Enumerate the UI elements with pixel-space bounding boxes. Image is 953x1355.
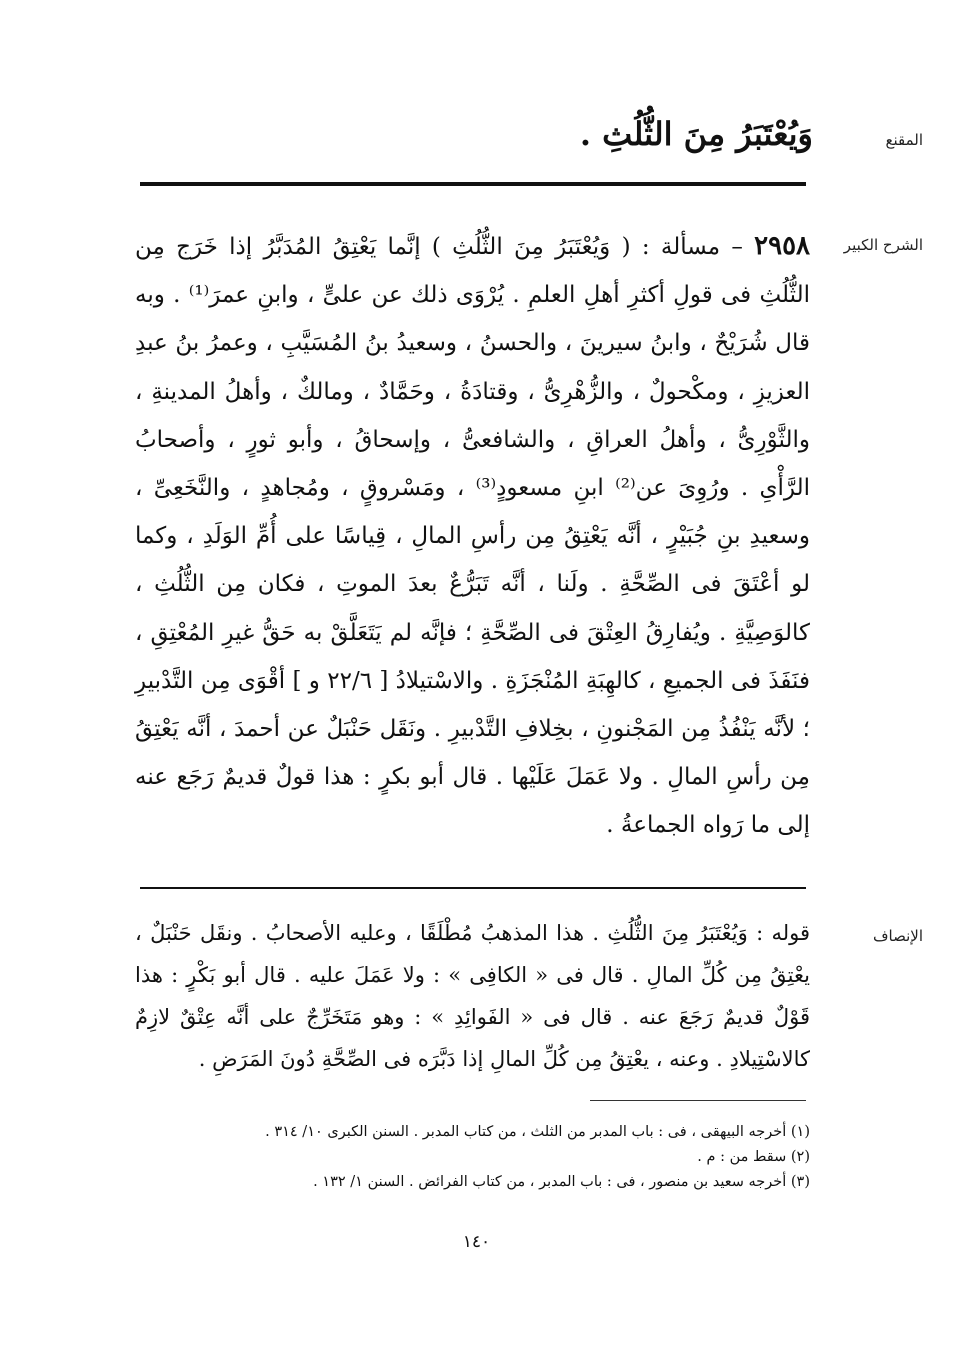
issue-number: ٢٩٥٨: [754, 231, 810, 261]
section-divider-thin: [140, 887, 806, 889]
footnotes: [135, 1120, 810, 1200]
footnote-divider: [590, 1100, 806, 1101]
footnote-1: (١) أخرجه البيهقى ، فى : باب المدبر من الثلث ، من كتاب المدبر . السنن الكبرى ١٠/ ٣١٤ .: [265, 1124, 810, 1140]
muqni-label: المقنع: [885, 131, 923, 149]
sharh-label: الشرح الكبير: [843, 236, 923, 254]
page-number: ١٤٠: [462, 1232, 491, 1252]
muqni-text: وَيُعْتَبَرُ مِنَ الثُّلُثِ .: [579, 115, 813, 153]
insaf-text: قوله : وَيُعْتَبَرُ مِنَ الثُّلُثِ . هذا المذهبُ مُطْلَقًا ، وعليه الأصحابُ . ونقَل حَنْبَلٌ ، يعْتِقُ مِن كُلِّ المالِ . قال فى « الكافِى » : ولا عَمَلَ عليه . قال أبو بَكْرٍ : هذا قَوْلٌ قديمٌ رَجَعَ عنه . قال فى « الفَوائِدِ » : وهو مَتَخَرِّجٌ على أنَّه عِتْقٌ لازِمٌ كالاسْتِيلادِ . وعنه ، يعْتِقُ مِن كُلِّ المالِ إذا دَبَّرَه فى الصِّحَّةِ دُونَ المَرَضِ .: [135, 921, 810, 1071]
sharh-body: [135, 222, 810, 862]
footnote-2: (٢) سقط من : م .: [697, 1149, 810, 1165]
footnote-3: (٣) أخرجه سعيد بن منصور ، فى : باب المدبر ، من كتاب الفرائض . السنن ١/ ١٣٢ .: [313, 1174, 810, 1190]
section-divider-thick: [140, 182, 806, 186]
sharh-text: – مسألة : ( وَيُعْتَبَرُ مِنَ الثُّلُثِ ) إنَّما يَعْتِقُ المُدَبَّرُ إذا خَرَج مِن الثُّلُثِ فى قولِ أكثرِ أهلِ العلمِ . يُرْوَى ذلك عن علىٍّ ، وابنِ عمرَ⁽¹⁾ . وبه قال شُرَيْحٌ ، وابنُ سيرينَ ، والحسنُ ، وسعيدُ بنُ المُسَيَّبِ ، وعمرُ بنُ عبدِ العزيزِ ، ومكْحولٌ ، والزُّهْرِىُّ ، وقتادَةُ ، وحَمَّادٌ ، ومالكٌ ، وأهلُ المدينةِ ، والثَّوْرِىُّ ، وأهلُ العراقِ ، والشافعىُّ ، وإسحاقُ ، وأبو ثورٍ ، وأصحابُ الرَّأْىِ . ورُوِىَ عن⁽²⁾ ابنِ مسعودٍ⁽³⁾ ، ومَسْروقٍ ، ومُجاهدٍ ، والنَّخَعِىِّ ، وسعيدِ بنِ جُبَيْرٍ ، أنَّه يَعْتِقُ مِن رأسِ المالِ ، قِياسًا على أُمِّ الوَلَدِ ، وكما لو أعْتَقَ فى الصِّحَّةِ . ولَنا ، أنَّه تَبَرُّعٌ بعدَ الموتِ ، فكان مِن الثُّلُثِ ، كالوَصِيَّةِ . ويُفارِقُ العِتْقَ فى الصِّحَّةِ ؛ فإنَّه لم يَتَعَلَّقْ به حَقُّ غيرِ المُعْتِقِ ، فنَفَذَ فى الجميعِ ، كالهِبَةِ المُنْجَزَةِ . والاسْتيلادُ [ ٢٢/٦ و ] أقْوَى مِن التَّدْبيرِ ؛ لأنَّه يَنْفُذُ مِن المَجْنونِ ، بخِلافِ التَّدْبيرِ . ونَقَل حَنْبَلٌ عن أحمدَ ، أنَّه يَعْتِقُ مِن رأسِ المالِ . ولا عَمَلَ عَلَيْها . قال أبو بكرٍ : هذا قولٌ قديمٌ رَجَع عنه إلى ما رَواه الجماعةُ .: [135, 234, 811, 839]
insaf-body: [135, 912, 810, 1092]
insaf-label: الإنصاف: [872, 927, 923, 945]
